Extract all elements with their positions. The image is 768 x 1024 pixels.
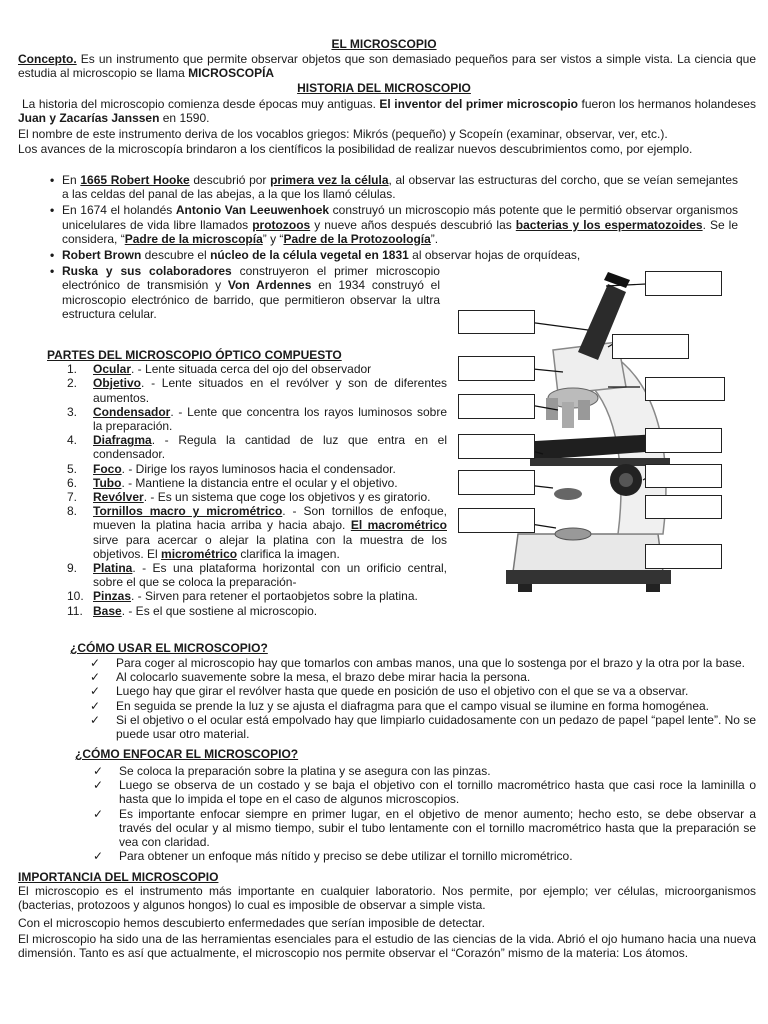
leeu-t10: ”. <box>430 231 439 246</box>
focus-text: Es importante enfocar siempre en primer lugar, en el objetivo de menor aumento; hecho esto, se debe observar a través del ocular y al mismo tiempo, subir el tubo lentamente con el tornillo macrométrico hasta que la preparación se vea con claridad. <box>119 806 756 850</box>
part-name: Foco <box>93 461 122 476</box>
parts-section <box>47 348 447 618</box>
part-name: Condensador <box>93 404 171 419</box>
leeu-t0: En 1674 el holandés <box>62 203 176 218</box>
focus-heading: ¿CÓMO ENFOCAR EL MICROSCOPIO? <box>75 747 299 761</box>
leeu-bacterias: bacterias y los espermatozoides <box>515 217 703 232</box>
use-list <box>90 656 756 741</box>
part-name: Diafragma <box>93 433 152 448</box>
history-paragraph-2: El nombre de este instrumento deriva de los vocablos griegos: Mikrós (pequeño) y Scopeín (examinar, observar, ver, etc.). <box>18 127 668 141</box>
part-number: 5. <box>67 461 78 476</box>
concept-text: Es un instrumento que permite observar objetos que son demasiado pequeños para ser vistos a simple vista. La ciencia que estudia al microscopio se llama <box>18 52 756 81</box>
part-item <box>47 604 447 618</box>
part-name: Platina <box>93 561 133 576</box>
part-item <box>47 433 447 461</box>
use-item <box>90 684 756 698</box>
bullet-icon: • <box>50 264 55 279</box>
history-p1-text-2: fueron los hermanos holandeses <box>578 97 757 111</box>
importance-heading: IMPORTANCIA DEL MICROSCOPIO <box>18 870 219 884</box>
part-desc: . - Regula la cantidad de luz que entra en el condensador. <box>93 433 447 462</box>
part-item <box>47 490 447 504</box>
part-desc-2: sirve para acercar o alejar la platina con la muestra de los objetivos. El <box>93 532 447 561</box>
history-p1-bold: El inventor del primer microscopio <box>379 97 579 111</box>
part-desc: . - Son tornillos de enfoque, mueven la platina hacia arriba y hacia abajo. <box>93 504 447 533</box>
part-number: 3. <box>67 404 78 419</box>
hooke-t4: , al observar las estructuras del corcho, que se veían semejantes a las celdas del panal de las abejas, a la que los llamó células. <box>62 173 738 202</box>
history-heading: HISTORIA DEL MICROSCOPIO <box>297 81 471 95</box>
part-item <box>47 589 447 603</box>
use-item <box>90 656 756 670</box>
focus-text: Para obtener un enfoque más nítido y preciso se debe utilizar el tornillo micrométrico. <box>119 849 573 864</box>
part-number: 7. <box>67 490 78 505</box>
importance-paragraph-1: El microscopio es el instrumento más importante en cualquier laboratorio. Nos permite, por ejemplo; ver células, microorganismos (bacterias, protozoos y algunos hongos) lo cual es imposible de observar a simple vista. <box>18 884 756 913</box>
part-number: 4. <box>67 433 78 448</box>
brown-name: Robert Brown <box>62 248 142 263</box>
label-box[interactable] <box>458 394 535 419</box>
label-box[interactable] <box>458 310 535 334</box>
bullet-hooke <box>0 173 738 201</box>
use-text: Si el objetivo o el ocular está empolvado hay que limpiarlo cuidadosamente con un pedazo de papel “papel lente”. No se puede usar otro material. <box>116 712 756 742</box>
label-box[interactable] <box>458 434 535 459</box>
label-box[interactable] <box>458 356 535 381</box>
part-desc: . - Sirven para retener el portaobjetos sobre la platina. <box>131 589 418 604</box>
part-macro: El macrométrico <box>350 518 447 533</box>
label-box[interactable] <box>458 508 535 533</box>
part-desc: . - Lente situada cerca del ojo del observador <box>131 362 372 377</box>
use-text: Al colocarlo suavemente sobre la mesa, el brazo debe mirar hacia la persona. <box>116 670 531 685</box>
leeu-t8: ” y “ <box>262 231 284 246</box>
use-text: Luego hay que girar el revólver hasta que quede en posición de uso el objetivo con el que se va a observar. <box>116 684 689 699</box>
hooke-name: 1665 Robert Hooke <box>80 173 190 187</box>
part-name: Tornillos macro y micrométrico <box>93 504 283 519</box>
part-name: Ocular <box>93 362 132 377</box>
check-icon: ✓ <box>93 778 104 793</box>
part-number: 6. <box>67 475 78 490</box>
concept-paragraph <box>18 52 756 80</box>
leeu-t2: construyó un microscopio más potente que le permitió observar organismos unicelulares de vida libre llamados <box>62 203 738 232</box>
brown-t1: descubre el <box>141 248 211 263</box>
part-item <box>47 561 447 589</box>
use-item <box>90 699 756 713</box>
focus-item <box>93 778 756 806</box>
check-icon: ✓ <box>93 849 104 864</box>
leeu-t6: . Se le considera, “ <box>62 217 738 246</box>
focus-item <box>93 807 756 850</box>
check-icon: ✓ <box>90 656 101 670</box>
check-icon: ✓ <box>90 698 101 713</box>
part-desc: . - Es el que sostiene al microscopio. <box>121 603 318 618</box>
part-item <box>47 362 447 376</box>
bullet-ruska <box>0 264 440 321</box>
bullet-brown <box>0 248 738 262</box>
part-desc: . - Mantiene la distancia entre el ocular y el objetivo. <box>121 475 398 490</box>
part-desc: . - Es un sistema que coge los objetivos y es giratorio. <box>143 490 431 505</box>
part-desc: . - Es una plataforma horizontal con un orificio central, sobre el que se coloca la preparación- <box>93 561 447 590</box>
part-number: 2. <box>67 376 78 391</box>
leeu-padre-proto: Padre de la Protozoología <box>283 231 431 246</box>
bullet-icon: • <box>50 203 55 218</box>
leeu-name: Antonio Van Leeuwenhoek <box>175 203 330 218</box>
part-item <box>47 504 447 561</box>
label-box[interactable] <box>645 377 725 401</box>
hooke-t2: descubrió por <box>189 173 271 187</box>
focus-item <box>93 764 756 778</box>
leeu-protozoos: protozoos <box>252 217 311 232</box>
check-icon: ✓ <box>90 684 101 699</box>
leeu-t4: y nueve años después descubrió las <box>310 217 516 232</box>
bullet-icon: • <box>50 248 55 263</box>
document-title: EL MICROSCOPIO <box>331 37 437 51</box>
check-icon: ✓ <box>90 670 101 685</box>
history-p1-text-3: en 1590. <box>159 111 210 126</box>
parts-list <box>47 362 447 618</box>
brown-nucleo: núcleo de la célula vegetal en 1831 <box>210 248 409 263</box>
brown-t3: al observar hojas de orquídeas, <box>408 248 581 263</box>
label-box[interactable] <box>645 428 722 453</box>
label-box[interactable] <box>612 334 689 359</box>
ruska-t1: construyeron el primer microscopio electrónico de transmisión y <box>62 264 440 293</box>
focus-list <box>93 764 756 863</box>
check-icon: ✓ <box>90 712 101 727</box>
part-name: Revólver <box>93 490 144 505</box>
use-heading: ¿CÓMO USAR EL MICROSCOPIO? <box>70 641 268 655</box>
label-box[interactable] <box>645 271 722 296</box>
use-item <box>90 670 756 684</box>
part-item <box>47 405 447 433</box>
history-paragraph-3: Los avances de la microscopía brindaron a los científicos la posibilidad de realizar nuevos descubrimientos como, por ejemplo. <box>18 142 693 156</box>
use-text: En seguida se prende la luz y se ajusta el diafragma para que el campo visual se ilumine en forma homogénea. <box>116 698 710 713</box>
part-item <box>47 462 447 476</box>
part-number: 9. <box>67 561 78 576</box>
history-p1-janssen: Juan y Zacarías Janssen <box>18 111 160 126</box>
label-box[interactable] <box>645 544 722 569</box>
label-box[interactable] <box>645 464 722 488</box>
ruska-ardennes: Von Ardennes <box>227 278 312 293</box>
check-icon: ✓ <box>93 806 104 821</box>
part-micro: micrométrico <box>161 546 238 561</box>
part-name: Objetivo <box>93 376 142 391</box>
history-p1-text: La historia del microscopio comienza desde épocas muy antiguas. <box>22 97 380 111</box>
bullet-leeuwenhoek <box>0 203 738 246</box>
hooke-t0: En <box>62 173 81 187</box>
history-paragraph-1 <box>18 97 756 125</box>
part-item <box>47 476 447 490</box>
part-name: Pinzas <box>93 589 132 604</box>
part-number: 11. <box>67 603 83 618</box>
label-box[interactable] <box>458 470 535 495</box>
part-number: 8. <box>67 504 78 519</box>
importance-paragraph-2: Con el microscopio hemos descubierto enfermedades que serían imposible de detectar. <box>18 916 485 930</box>
part-number: 1. <box>67 362 78 377</box>
part-name: Base <box>93 603 122 618</box>
part-desc: . - Lente situados en el revólver y son de diferentes aumentos. <box>93 376 447 405</box>
ruska-name: Ruska y sus colaboradores <box>62 264 232 279</box>
part-desc: . - Lente que concentra los rayos luminosos sobre la preparación. <box>93 404 447 434</box>
importance-paragraph-3: El microscopio ha sido una de las herramientas esenciales para el estudio de las ciencias de la vida. Abrió el ojo humano hacia una nueva dimensión. Tanto es así que actualmente, el microscopio nos permite observar el “Corazón” mismo de la materia: Los átomos. <box>18 932 756 961</box>
ruska-t3: en 1934 construyó el microscopio electrónico de barrido, que permitieron observar la ultra estructura celular. <box>62 278 440 321</box>
label-box[interactable] <box>645 495 722 519</box>
hooke-cell: primera vez la célula <box>270 173 389 187</box>
concept-term: MICROSCOPÍA <box>188 66 275 81</box>
focus-text: Se coloca la preparación sobre la platina y se asegura con las pinzas. <box>119 764 491 778</box>
part-item <box>47 376 447 404</box>
parts-heading: PARTES DEL MICROSCOPIO ÓPTICO COMPUESTO <box>47 348 342 362</box>
bullet-icon: • <box>50 173 55 187</box>
use-item <box>90 713 756 741</box>
focus-item <box>93 849 756 863</box>
part-desc-3: clarifica la imagen. <box>237 546 340 561</box>
concept-label: Concepto. <box>18 52 77 66</box>
part-name: Tubo <box>93 475 122 490</box>
leeu-padre-micro: Padre de la microscopía <box>124 231 263 246</box>
part-number: 10. <box>67 589 84 604</box>
focus-text: Luego se observa de un costado y se baja el objetivo con el tornillo macrométrico hasta que casi roce la laminilla o hasta que lo impida el tope en el caso de algunos microscopios. <box>119 778 756 807</box>
use-text: Para coger al microscopio hay que tomarlos con ambas manos, una que lo sostenga por el brazo y la otra por la base. <box>116 656 746 670</box>
check-icon: ✓ <box>93 764 104 778</box>
part-desc: . - Dirige los rayos luminosos hacia el condensador. <box>121 461 396 476</box>
